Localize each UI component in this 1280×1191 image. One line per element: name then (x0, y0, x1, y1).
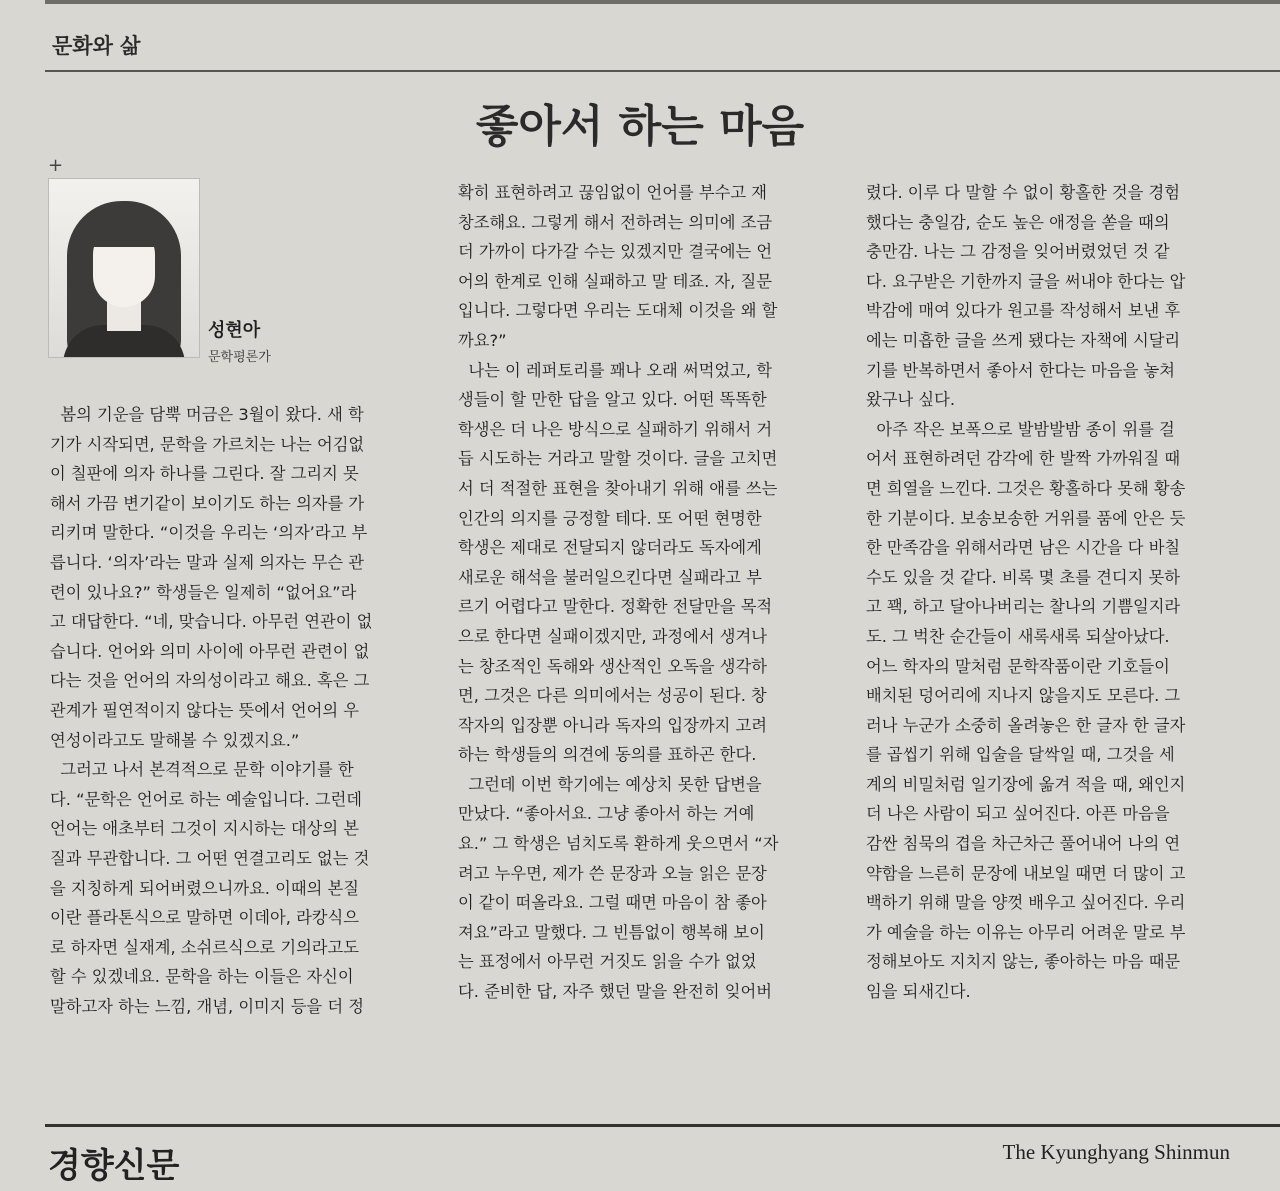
article-column-3 (866, 178, 1246, 1007)
article-line: 고 꽥, 하고 달아나버리는 찰나의 기쁨일지라 (866, 597, 1181, 617)
article-line: 작자의 입장뿐 아니라 독자의 입장까지 고려 (458, 715, 767, 735)
author-name: 성현아 (208, 320, 261, 341)
article-line: 고 대답한다. “네, 맞습니다. 아무런 연관이 없 (50, 612, 373, 632)
article-line: 백하기 위해 말을 양껏 배우고 싶어진다. 우리 (866, 893, 1186, 913)
article-line: 말하고자 하는 느낌, 개념, 이미지 등을 더 정 (50, 996, 364, 1016)
author-photo (48, 178, 200, 358)
article-line: 듭 시도하는 거라고 말할 것이다. 글을 고치면 (458, 449, 778, 469)
article-line: 학생은 더 나은 방식으로 실패하기 위해서 거 (458, 419, 773, 439)
article-line: 러나 누군가 소중히 올려놓은 한 글자 한 글자 (866, 715, 1186, 735)
article-line: 다. “문학은 언어로 하는 예술입니다. 그런데 (50, 789, 363, 809)
article-line: 아주 작은 보폭으로 발밤발밤 종이 위를 걸 (866, 419, 1175, 439)
section-label: 문화와 삶 (52, 34, 141, 58)
article-line: 인간의 의지를 긍정할 테다. 또 어떤 현명한 (458, 508, 762, 528)
article-line: 나는 이 레퍼토리를 꽤나 오래 써먹었고, 학 (458, 360, 772, 380)
article-line: 습니다. 언어와 의미 사이에 아무런 관련이 없 (50, 641, 370, 661)
article-line: 만났다. “좋아서요. 그냥 좋아서 하는 거예 (458, 804, 755, 824)
article-line: 충만감. 나는 그 감정을 잊어버렸었던 것 같 (866, 242, 1170, 262)
article-line: 그런데 이번 학기에는 예상치 못한 답변을 (458, 774, 762, 794)
article-line: 으로 한다면 실패이겠지만, 과정에서 생겨나 (458, 626, 767, 646)
footer-divider (45, 1124, 1280, 1127)
article-line: 한 기분이다. 보송보송한 거위를 품에 안은 듯 (866, 508, 1186, 528)
article-line: 어느 학자의 말처럼 문학작품이란 기호들이 (866, 656, 1170, 676)
article-line: 질과 무관합니다. 그 어떤 연결고리도 없는 것 (50, 848, 370, 868)
article-headline: 좋아서 하는 마음 (475, 101, 805, 152)
article-line: 기를 반복하면서 좋아서 한다는 마음을 놓쳐 (866, 360, 1175, 380)
article-line: 그러고 나서 본격적으로 문학 이야기를 한 (50, 760, 354, 780)
crop-mark: + (48, 155, 64, 176)
article-line: 이 같이 떠올라요. 그럴 때면 마음이 참 좋아 (458, 893, 767, 913)
article-line: 면, 그것은 다른 의미에서는 성공이 된다. 창 (458, 686, 767, 706)
article-line: 가 예술을 하는 이유는 아무리 어려운 말로 부 (866, 922, 1186, 942)
article-line: 려고 누우면, 제가 쓴 문장과 오늘 읽은 문장 (458, 863, 767, 883)
article-line: 더 나은 사람이 되고 싶어진다. 아픈 마음을 (866, 804, 1170, 824)
article-line: 왔구나 싶다. (866, 390, 955, 410)
article-line: 임을 되새긴다. (866, 982, 971, 1002)
article-line: 해서 가끔 변기같이 보이기도 하는 의자를 가 (50, 493, 365, 513)
article-line: 계의 비밀처럼 일기장에 옮겨 적을 때, 왜인지 (866, 774, 1186, 794)
article-line: 로 하자면 실재계, 소쉬르식으로 기의라고도 (50, 937, 359, 957)
article-line: 렸다. 이루 다 말할 수 없이 황홀한 것을 경험 (866, 183, 1180, 202)
article-line: 더 가까이 다가갈 수는 있겠지만 결국에는 언 (458, 242, 773, 262)
article-line: 르기 어렵다고 말한다. 정확한 전달만을 목적 (458, 597, 773, 617)
article-line: 언어는 애초부터 그것이 지시하는 대상의 본 (50, 819, 359, 839)
article-line: 을 지칭하게 되어버렸으니까요. 이때의 본질 (50, 878, 359, 898)
article-line: 창조해요. 그렇게 해서 전하려는 의미에 조금 (458, 212, 773, 232)
article-line: 학생은 제대로 전달되지 않더라도 독자에게 (458, 538, 762, 558)
article-line: 다. 요구받은 기한까지 글을 써내야 한다는 압 (866, 271, 1186, 291)
article-line: 를 곱씹기 위해 입술을 달싹일 때, 그것을 세 (866, 745, 1175, 765)
article-line: 는 창조적인 독해와 생산적인 오독을 생각하 (458, 656, 767, 676)
article-line: 배치된 덩어리에 지나지 않을지도 모른다. 그 (866, 686, 1181, 706)
article-line: 봄의 기운을 담뿍 머금은 3월이 왔다. 새 학 (50, 405, 364, 424)
article-line: 릅니다. ‘의자’라는 말과 실제 의자는 무슨 관 (50, 552, 364, 572)
article-line: 서 더 적절한 표현을 찾아내기 위해 애를 쓰는 (458, 478, 778, 498)
article-line: 도. 그 벅찬 순간들이 새록새록 되살아났다. (866, 626, 1170, 646)
article-line: 리키며 말한다. “이것을 우리는 ‘의자’라고 부 (50, 523, 368, 543)
article-line: 입니다. 그렇다면 우리는 도대체 이것을 왜 할 (458, 301, 778, 321)
article-line: 감싼 침묵의 겹을 차근차근 풀어내어 나의 연 (866, 834, 1181, 854)
article-column-2 (458, 178, 838, 1007)
article-line: 하는 학생들의 의견에 동의를 표하곤 한다. (458, 745, 757, 765)
article-line: 새로운 해석을 불러일으킨다면 실패라고 부 (458, 567, 762, 587)
article-line: 다는 것을 언어의 자의성이라고 해요. 혹은 그 (50, 671, 370, 691)
article-line: 져요”라고 말했다. 그 빈틈없이 행복해 보이 (458, 922, 765, 942)
article-line: 기가 시작되면, 문학을 가르치는 나는 어김없 (50, 434, 365, 454)
newspaper-logo: 경향신문 (48, 1146, 180, 1186)
article-line: 박감에 매여 있다가 원고를 작성해서 보낸 후 (866, 301, 1181, 321)
article-line: 련이 있나요?” 학생들은 일제히 “없어요”라 (50, 582, 357, 602)
article-line: 생들이 할 만한 답을 알고 있다. 어떤 똑똑한 (458, 390, 767, 410)
article-line: 약함을 느른히 문장에 내보일 때면 더 많이 고 (866, 863, 1186, 883)
article-line: 다. 준비한 답, 자주 했던 말을 완전히 잊어버 (458, 982, 772, 1002)
article-line: 요.” 그 학생은 넘치도록 환하게 웃으면서 “자 (458, 834, 779, 854)
article-line: 한 만족감을 위해서라면 남은 시간을 다 바칠 (866, 538, 1181, 558)
article-line: 어의 한계로 인해 실패하고 말 테죠. 자, 질문 (458, 271, 772, 291)
section-divider (45, 70, 1280, 72)
article-line: 할 수 있겠네요. 문학을 하는 이들은 자신이 (50, 967, 354, 987)
article-line: 수도 있을 것 같다. 비록 몇 초를 견디지 못하 (866, 567, 1180, 587)
top-border (45, 0, 1280, 4)
article-line: 이 칠판에 의자 하나를 그린다. 잘 그리지 못 (50, 464, 359, 484)
article-line: 확히 표현하려고 끊임없이 언어를 부수고 재 (458, 183, 767, 202)
article-line: 면 희열을 느낀다. 그것은 황홀하다 못해 황송 (866, 478, 1186, 498)
author-role: 문학평론가 (208, 350, 271, 365)
article-line: 어서 표현하려던 감각에 한 발짝 가까워질 때 (866, 449, 1181, 469)
article-line: 까요?” (458, 330, 507, 350)
article-line: 관계가 필연적이지 않다는 뜻에서 언어의 우 (50, 700, 359, 720)
article-column-1 (50, 400, 430, 1021)
article-line: 정해보아도 지치지 않는, 좋아하는 마음 때문 (866, 952, 1181, 972)
article-line: 했다는 충일감, 순도 높은 애정을 쏟을 때의 (866, 212, 1170, 232)
article-line: 에는 미흡한 글을 쓰게 됐다는 자책에 시달리 (866, 330, 1181, 350)
article-line: 연성이라고도 말해볼 수 있겠지요.” (50, 730, 300, 750)
article-line: 는 표정에서 아무런 거짓도 읽을 수가 없었 (458, 952, 757, 972)
article-line: 이란 플라톤식으로 말하면 이데아, 라캉식으 (50, 908, 359, 928)
newspaper-name-english: The Kyunghyang Shinmun (1002, 1140, 1230, 1164)
